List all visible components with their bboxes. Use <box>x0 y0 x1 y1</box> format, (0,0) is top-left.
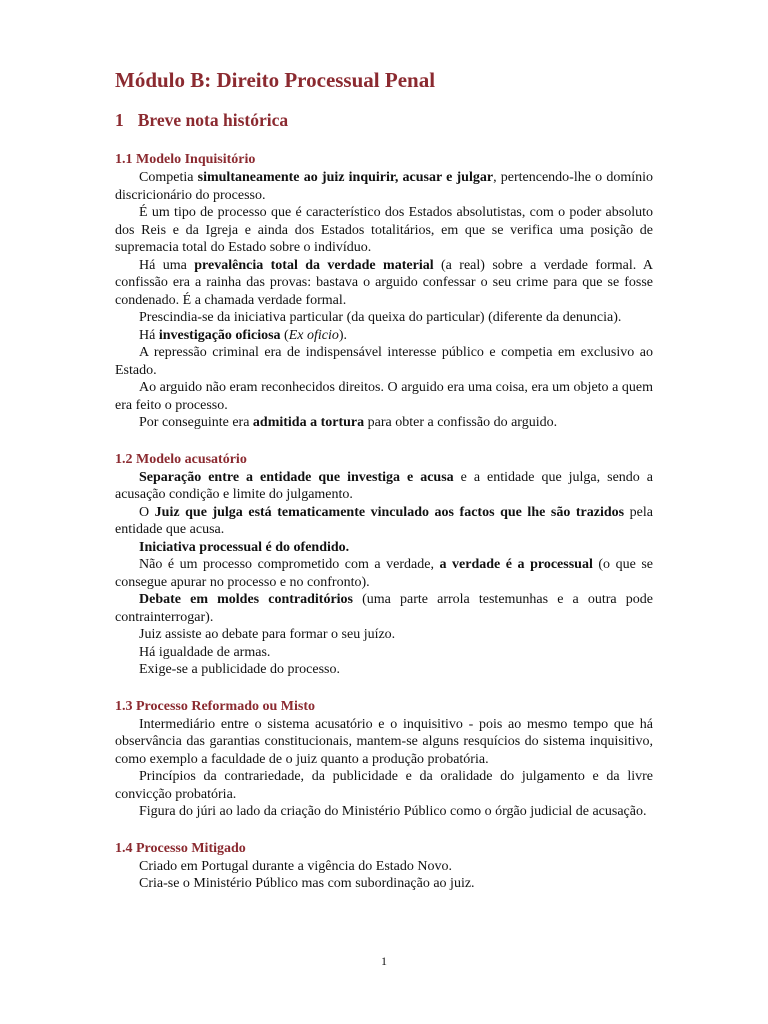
paragraph <box>115 469 653 504</box>
bold-text: investigação oficiosa <box>158 327 281 343</box>
paragraph <box>115 803 653 821</box>
text-run: Prescindia-se da iniciativa particular (da queixa do particular) (diferente da denuncia). <box>139 310 622 325</box>
text-run: O <box>139 504 155 520</box>
section <box>115 451 653 679</box>
text-run: Há igualdade de armas. <box>139 644 271 660</box>
bold-text: Debate em moldes contraditórios <box>139 592 353 607</box>
text-run: É um tipo de processo que é característico dos Estados absolutistas, com o poder absoluto dos Reis e da Igreja e ainda dos Estados totalitários, em que se verifica uma posição de supremacia total do Estado sobre o indivíduo. <box>115 205 653 255</box>
text-run: Não é um processo comprometido com a verdade, <box>139 557 440 572</box>
paragraph <box>115 556 653 591</box>
bold-text: prevalência total da verdade material <box>194 257 434 273</box>
text-run: Figura do júri ao lado da criação do Ministério Público como o órgão judicial de acusação. <box>139 804 647 819</box>
bold-text: simultaneamente ao juiz inquirir, acusar e julgar <box>197 170 494 185</box>
text-run: Por conseguinte era <box>139 415 253 430</box>
section <box>115 840 653 893</box>
paragraph <box>115 169 653 204</box>
section-heading: 1.2 Modelo acusatório <box>115 451 247 467</box>
section <box>115 151 653 432</box>
text-run: , pertencendo-lhe o domínio discricionário do processo. <box>115 170 654 203</box>
paragraph <box>115 591 653 626</box>
text-run: Competia <box>139 170 198 185</box>
text-run: Ao arguido não eram reconhecidos direitos. O arguido era uma coisa, era um objeto a quem era feito o processo. <box>115 380 653 413</box>
section-heading: 1.3 Processo Reformado ou Misto <box>115 698 315 714</box>
bold-text: a verdade é a processual <box>439 557 593 572</box>
chapter-heading <box>115 108 653 132</box>
bold-text: admitida a tortura <box>252 415 365 430</box>
paragraph <box>115 626 653 644</box>
paragraph <box>115 344 653 379</box>
sections-container <box>115 151 653 893</box>
paragraph <box>115 309 653 327</box>
text-run: Exige-se a publicidade do processo. <box>139 662 340 677</box>
text-run: Cria-se o Ministério Público mas com subordinação ao juiz. <box>139 876 475 891</box>
paragraph <box>115 379 653 414</box>
paragraph <box>115 204 653 257</box>
bold-text: Iniciativa processual é do ofendido. <box>139 539 350 555</box>
text-run: Criado em Portugal durante a vigência do Estado Novo. <box>139 858 452 874</box>
paragraph <box>115 858 653 876</box>
text-run: (uma parte arrola testemunhas e a outra pode contrainterrogar). <box>115 592 653 625</box>
paragraph <box>115 257 653 310</box>
text-run: Há <box>139 327 159 343</box>
text-run: e a entidade que julga, sendo a acusação condição e limite do julgamento. <box>115 469 653 502</box>
text-run: para obter a confissão do arguido. <box>364 415 558 430</box>
paragraph <box>115 644 653 662</box>
text-run: Princípios da contrariedade, da publicidade e da oralidade do julgamento e da livre convicção probatória. <box>115 769 653 802</box>
paragraph <box>115 327 653 345</box>
page-number: 1 <box>381 954 387 968</box>
paragraph <box>115 661 653 679</box>
section-heading: 1.1 Modelo Inquisitório <box>115 152 256 167</box>
text-run: Intermediário entre o sistema acusatório e o inquisitivo - pois ao mesmo tempo que há observância das garantias constitucionais, mantem-se alguns resquícios do sistema inquisitivo, como exemplo a faculdade de o juiz quanto a produção probatória. <box>115 716 653 767</box>
paragraph <box>115 875 653 893</box>
text-run: ( <box>280 327 289 343</box>
text-run: A repressão criminal era de indispensável interesse público e competia em exclusivo ao Estado. <box>115 345 653 378</box>
text-run: Há uma <box>139 257 195 273</box>
section <box>115 698 653 821</box>
chapter-number: 1 <box>115 110 124 130</box>
text-run: Juiz assiste ao debate para formar o seu juízo. <box>139 627 396 642</box>
text-run: ). <box>338 327 348 343</box>
paragraph <box>115 504 653 539</box>
paragraph <box>115 539 653 557</box>
text-run: (a real) sobre a verdade formal. A confissão era a rainha das provas: bastava o arguido confessar o seu crime para que se fosse condenado. É a chamada verdade formal. <box>115 257 653 308</box>
italic-text: Ex oficio <box>288 327 339 343</box>
paragraph <box>115 716 653 769</box>
paragraph <box>115 768 653 803</box>
paragraph <box>115 414 653 432</box>
bold-text: Juiz que julga está tematicamente vinculado aos factos que lhe são trazidos <box>154 504 625 520</box>
document-title: Módulo B: Direito Processual Penal <box>115 68 436 92</box>
text-run: pela entidade que acusa. <box>115 504 653 537</box>
chapter-title: Breve nota histórica <box>137 110 289 130</box>
text-run: (o que se consegue apurar no processo e no confronto). <box>115 557 653 590</box>
bold-text: Separação entre a entidade que investiga e acusa <box>139 469 454 485</box>
section-heading: 1.4 Processo Mitigado <box>115 840 246 856</box>
